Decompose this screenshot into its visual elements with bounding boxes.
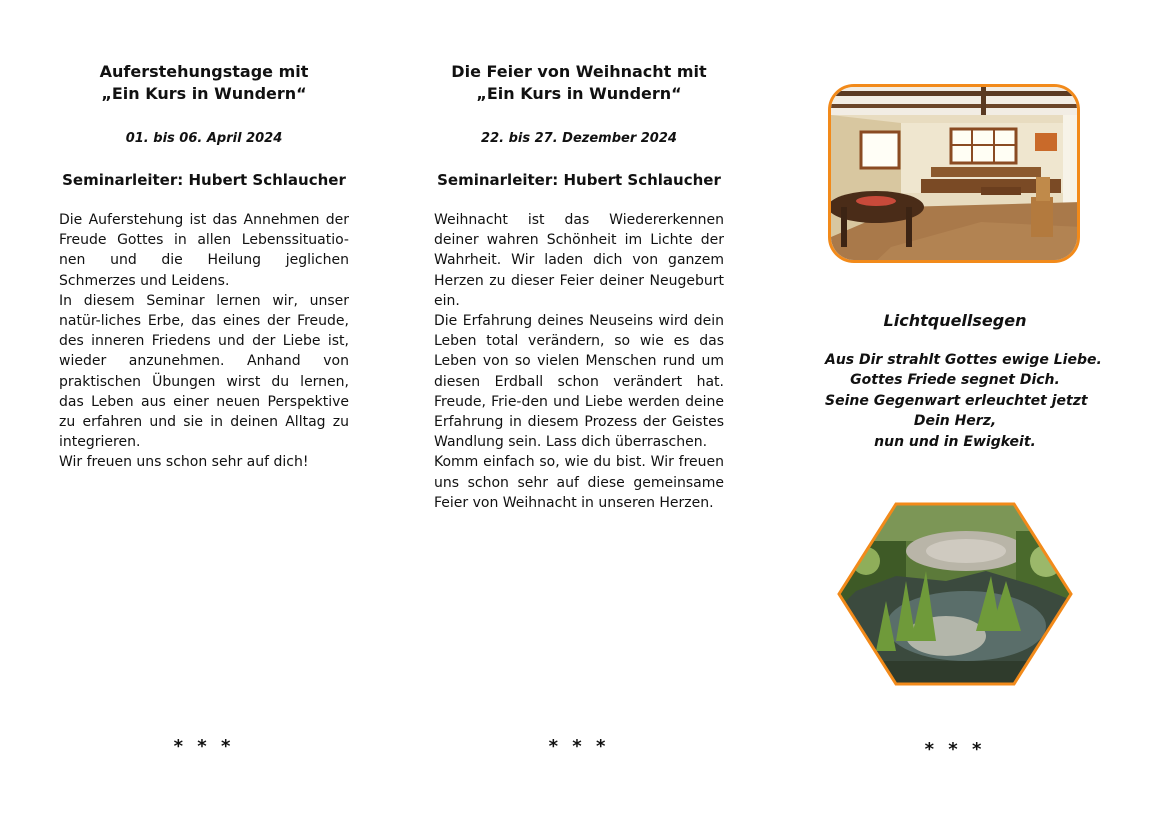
- blessing-text: [825, 350, 1102, 452]
- blessing-footer-stars: * * *: [924, 739, 986, 760]
- blessing-line-4: Dein Herz,: [913, 413, 997, 430]
- christmas-leader: Seminarleiter: Hubert Schlaucher: [437, 171, 721, 189]
- christmas-title-line2: „Ein Kurs in Wundern“: [476, 84, 682, 103]
- blessing-line-2: Gottes Friede segnet Dich.: [850, 372, 1060, 389]
- blessing-line-5: nun und in Ewigkeit.: [874, 433, 1036, 450]
- christmas-paragraph-1: Weihnacht ist das Wiedererkennen deiner wahren Schönheit im Lichte der Wahrheit. Wir laden dich von ganzem Herzen zu dieser Feier deiner Neugeburt ein.: [434, 212, 724, 309]
- garden-pond-photo: [836, 501, 1074, 687]
- garden-pond-illustration: [836, 501, 1074, 687]
- blessing-title: Lichtquellsegen: [883, 311, 1027, 330]
- blessing-line-1: Aus Dir strahlt Gottes ewige Liebe.: [825, 352, 1102, 368]
- christmas-title-line1: Die Feier von Weihnacht mit: [451, 62, 707, 81]
- christmas-dates: 22. bis 27. Dezember 2024: [481, 131, 677, 146]
- easter-paragraph-1: Die Auferstehung ist das Annehmen der Freude Gottes in allen Lebenssituatio-nen und die Heilung jeglichen Schmerzes und Leidens.: [59, 212, 349, 289]
- christmas-body: [434, 210, 724, 513]
- seminar-room-photo: [828, 84, 1080, 263]
- easter-paragraph-3: Wir freuen uns schon sehr auf dich!: [59, 454, 309, 471]
- blessing-line-3: Seine Gegenwart erleuchtet jetzt: [825, 392, 1088, 409]
- easter-footer-stars: * * *: [173, 736, 235, 757]
- easter-paragraph-2: In diesem Seminar lernen wir, unser natür-liches Erbe, das eines der Freude, des inneren Friedens und der Liebe ist, wieder anzunehmen. Anhand von praktischen Übungen wirst du lernen, das Leben aus einer neuen Perspektive zu erfahren und sie in deinen Alltag zu integrieren.: [59, 292, 349, 451]
- christmas-paragraph-3: Komm einfach so, wie du bist. Wir freuen uns schon sehr auf diese gemeinsame Feier von Weihnacht in unseren Herzen.: [434, 454, 724, 511]
- easter-title-line2: „Ein Kurs in Wundern“: [101, 84, 307, 103]
- seminar-room-illustration: [831, 87, 1080, 263]
- easter-title: [59, 61, 349, 105]
- christmas-title: [434, 61, 724, 105]
- easter-dates: 01. bis 06. April 2024: [125, 131, 283, 146]
- easter-leader: Seminarleiter: Hubert Schlaucher: [62, 171, 346, 189]
- christmas-footer-stars: * * *: [548, 736, 610, 757]
- easter-title-line1: Auferstehungstage mit: [99, 62, 309, 81]
- christmas-paragraph-2: Die Erfahrung deines Neuseins wird dein Leben total verändern, so wie es das Leben von so vielen Menschen rund um diesen Erdball schon verändert hat. Freude, Frie-den und Liebe werden deine Erfahrung in diesem Prozess der Geistes Wandlung sein. Lass dich überraschen.: [434, 313, 724, 451]
- easter-body: [59, 210, 349, 473]
